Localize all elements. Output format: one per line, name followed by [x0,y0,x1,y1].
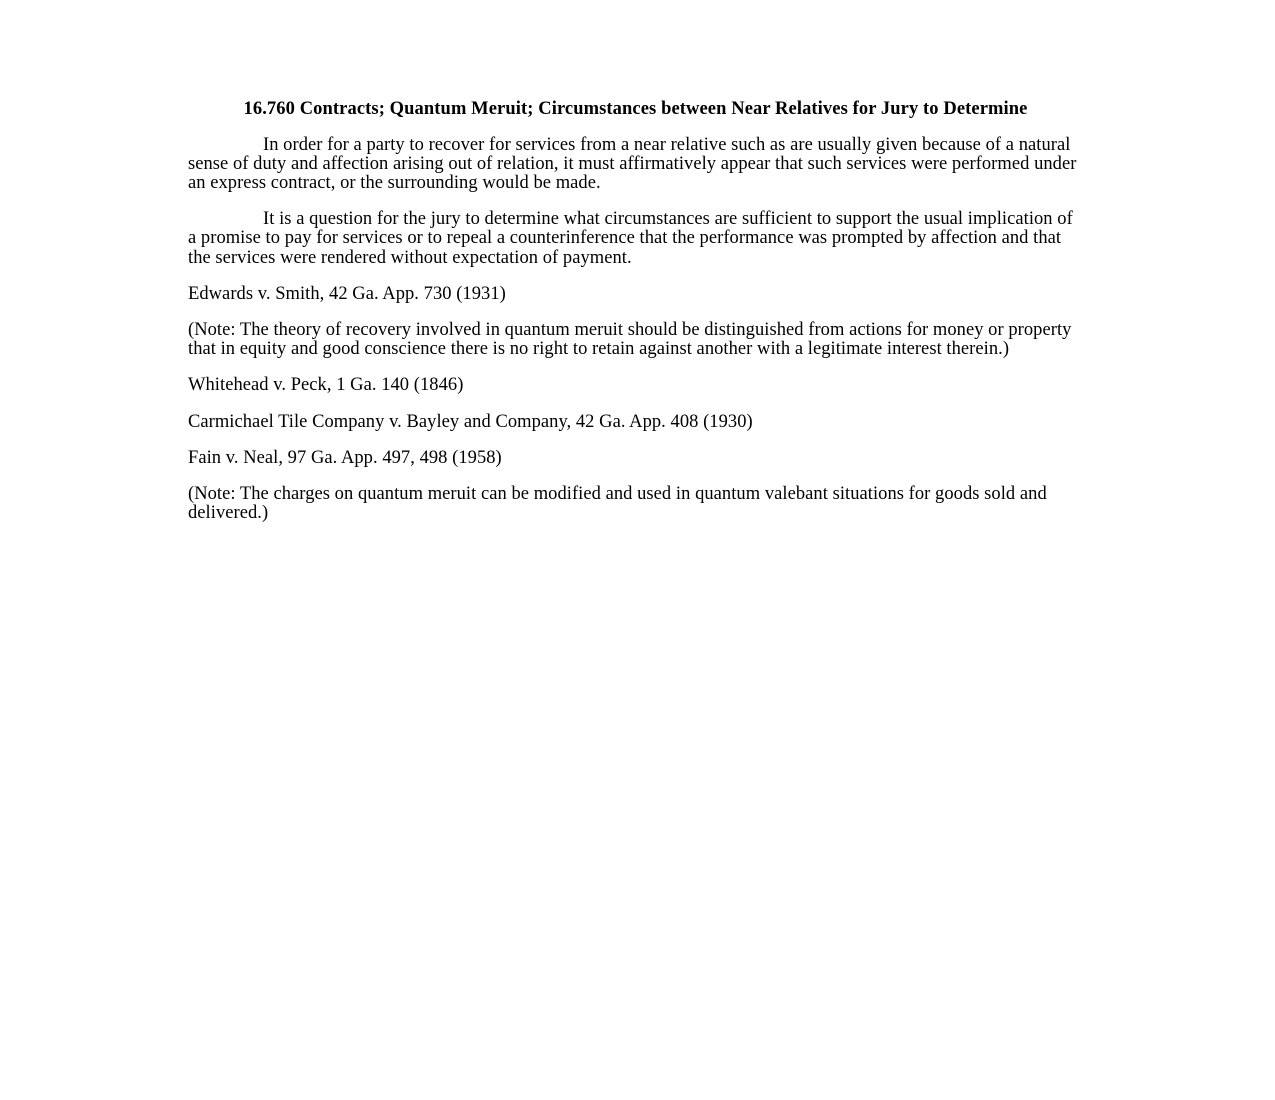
note-quantum-valebant: (Note: The charges on quantum meruit can be modified and used in quantum valebant situations for goods sold and delivered.) [188,483,1047,524]
citation-fain-v-neal: Fain v. Neal, 97 Ga. App. 497, 498 (1958) [188,447,502,468]
body-paragraph-services-recovery: In order for a party to recover for services from a near relative such as are usually given because of a natural sense of duty and affection arising out of relation, it must affirmatively appear that such services were performed under an express contract, or the surrounding would be made. [188,134,1077,193]
note-theory-of-recovery: (Note: The theory of recovery involved in quantum meruit should be distinguished from actions for money or property that in equity and good conscience there is no right to retain against another with a legitimate interest therein.) [188,319,1072,360]
citation-whitehead-v-peck: Whitehead v. Peck, 1 Ga. 140 (1846) [188,375,464,396]
body-paragraph-jury-question: It is a question for the jury to determine what circumstances are sufficient to support the usual implication of a promise to pay for services or to repeal a counterinference that the performance was prompted by affection and that the services were rendered without expectation of payment. [188,209,1073,268]
citation-carmichael-v-bayley: Carmichael Tile Company v. Bayley and Company, 42 Ga. App. 408 (1930) [188,411,753,432]
citation-edwards-v-smith: Edwards v. Smith, 42 Ga. App. 730 (1931) [188,283,506,304]
document-page [188,100,1083,540]
document-title: 16.760 Contracts; Quantum Meruit; Circumstances between Near Relatives for Jury to Determine [243,99,1028,119]
